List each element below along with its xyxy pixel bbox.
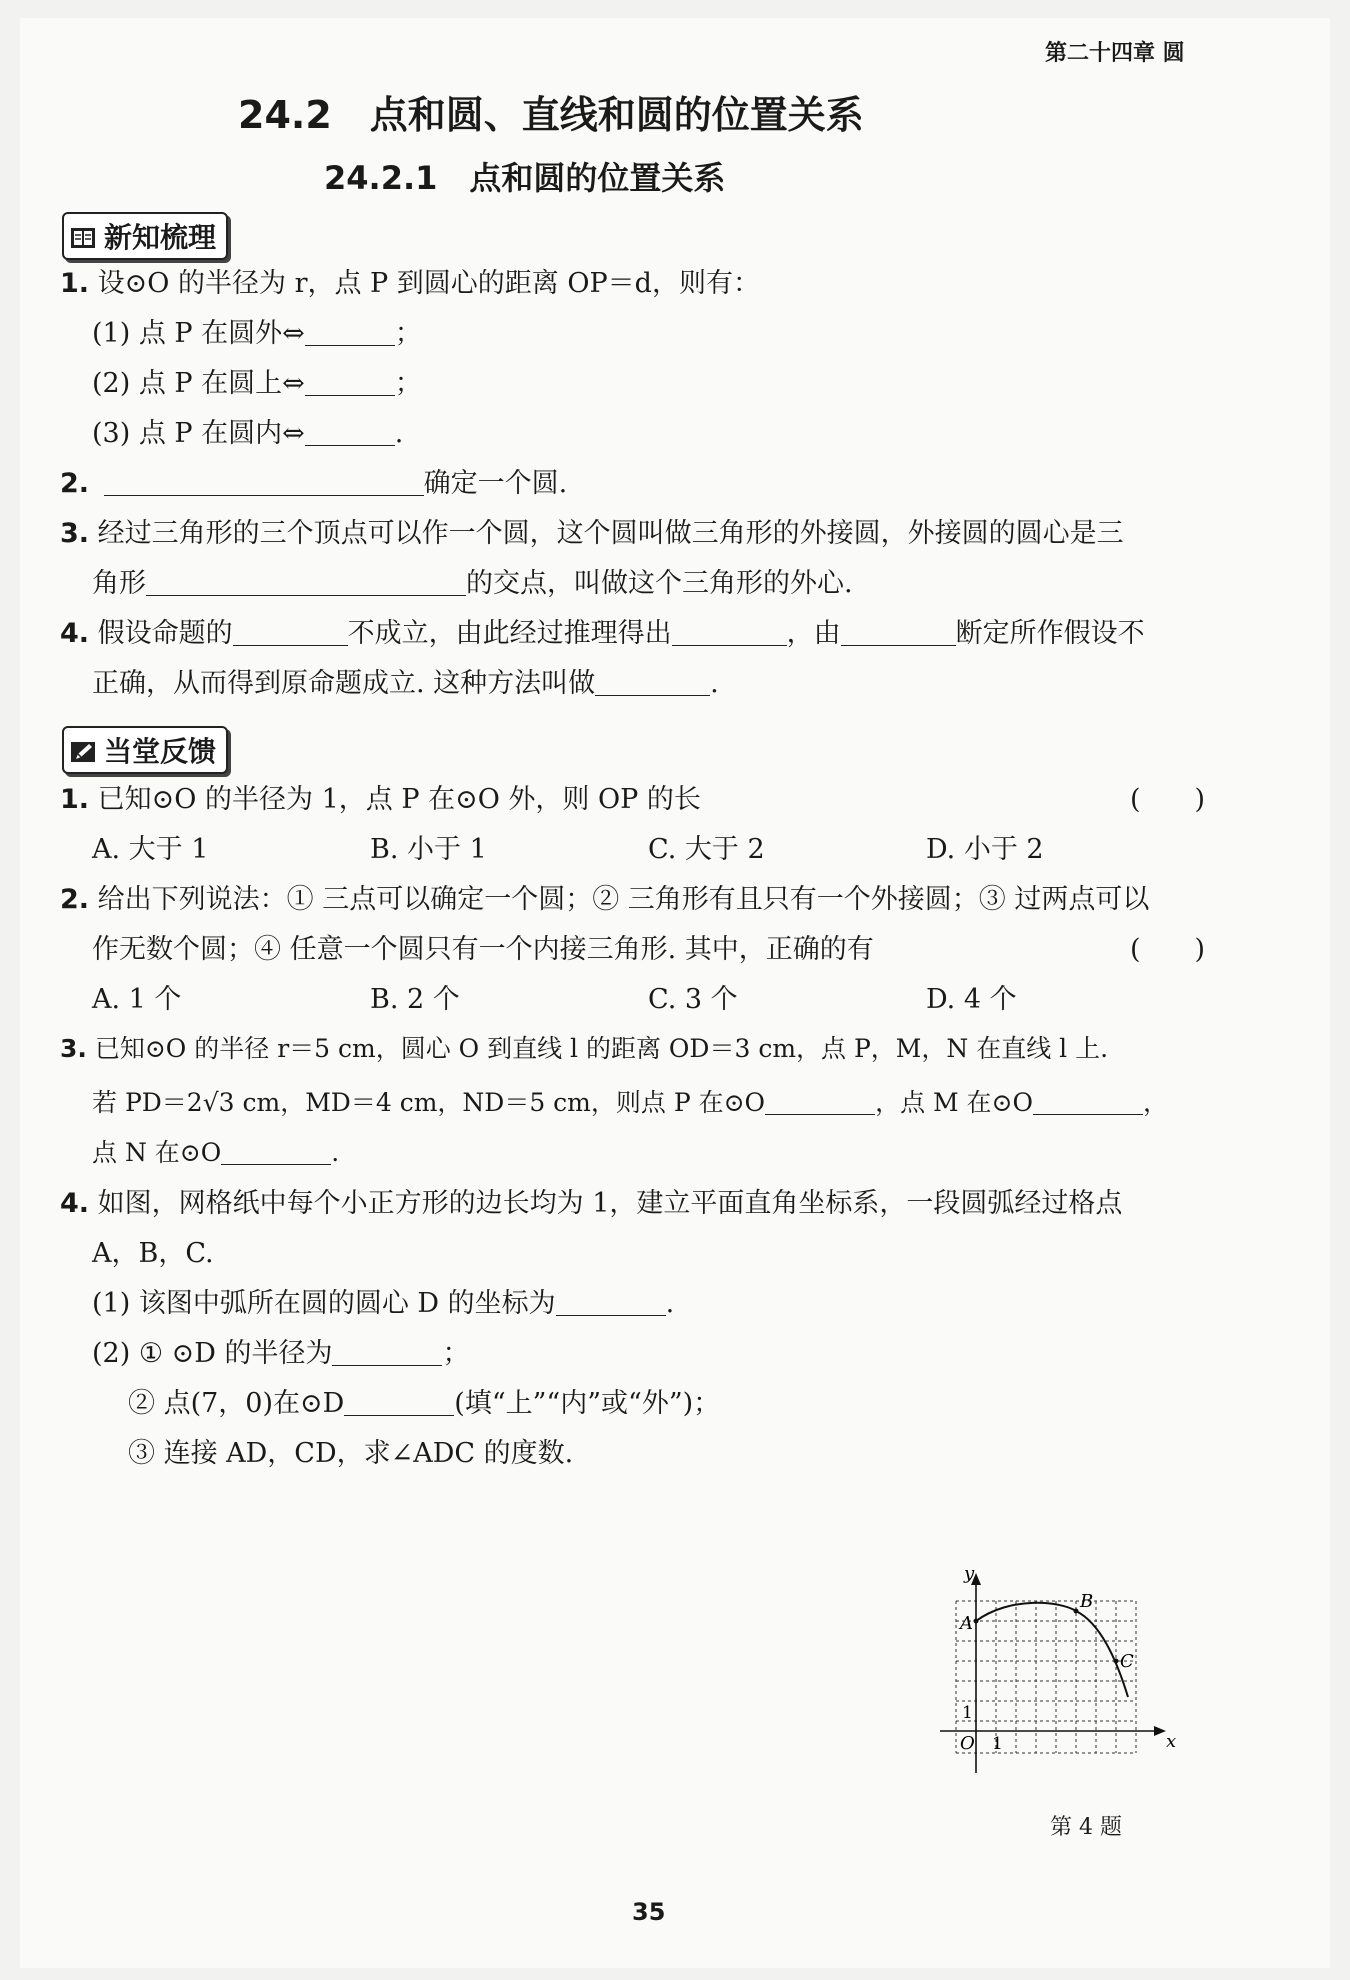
option-d[interactable]: D. 4 个 — [926, 984, 1017, 1015]
sub-question-text: (2) ① ⊙D 的半径为 — [92, 1338, 333, 1369]
question-text: 若 PD＝2√3 cm，MD＝4 cm，ND＝5 cm，则点 P 在⊙O — [92, 1088, 766, 1117]
answer-blank[interactable] — [765, 1114, 875, 1115]
option-b[interactable]: B. 2 个 — [370, 984, 460, 1015]
section-badge-new-knowledge — [62, 212, 228, 260]
punct: . — [665, 1288, 675, 1319]
s2-q4-sub3 — [128, 1390, 720, 1417]
coordinate-grid-figure — [940, 1563, 1260, 1803]
s2-q3-line3 — [92, 1140, 339, 1165]
question-number: 4. — [60, 618, 90, 649]
point-c — [1114, 1659, 1119, 1664]
answer-blank[interactable] — [595, 695, 710, 696]
sub-question-text: (2) 点 P 在圆上⇔ — [92, 368, 305, 399]
s1-q3-line1 — [60, 520, 1124, 547]
question-text: 已知⊙O 的半径 r＝5 cm，圆心 O 到直线 l 的距离 OD＝3 cm，点 P，M，N 在直线 l 上. — [94, 1034, 1109, 1063]
question-number: 2. — [60, 468, 90, 499]
x-label: x — [1166, 1731, 1177, 1752]
question-number: 3. — [60, 1034, 87, 1063]
label-a: A — [960, 1613, 973, 1634]
answer-blank[interactable] — [305, 445, 395, 446]
x-axis-arrow-icon — [1154, 1726, 1166, 1736]
label-c: C — [1120, 1651, 1134, 1672]
answer-blank[interactable] — [1033, 1114, 1143, 1115]
s2-q2-line2: 作无数个圆；④ 任意一个圆只有一个内接三角形. 其中，正确的有 — [92, 934, 874, 965]
book-icon — [70, 224, 96, 248]
option-c[interactable]: C. 3 个 — [648, 984, 738, 1015]
question-number: 2. — [60, 884, 90, 915]
s2-q4-sub2 — [92, 1340, 469, 1367]
answer-blank[interactable] — [233, 645, 348, 646]
question-text: 给出下列说法：① 三点可以确定一个圆；② 三角形有且只有一个外接圆；③ 过两点可以 — [97, 884, 1150, 915]
punct: ； — [394, 318, 422, 349]
question-text: 正确，从而得到原命题成立. 这种方法叫做 — [92, 668, 596, 699]
s1-q4-line2 — [92, 670, 719, 697]
s2-q1-stem — [60, 786, 701, 813]
y-label: y — [964, 1563, 975, 1584]
question-text: 已知⊙O 的半径为 1，点 P 在⊙O 外，则 OP 的长 — [97, 784, 701, 815]
sub-question-text: (1) 该图中弧所在圆的圆心 D 的坐标为 — [92, 1288, 556, 1319]
section-badge-label: 当堂反馈 — [104, 735, 217, 768]
subsection-title: 24.2.1 点和圆的位置关系 — [324, 159, 726, 197]
s2-q2-line1 — [60, 886, 1149, 913]
punct: ， — [1143, 1088, 1169, 1117]
origin-label: O — [960, 1733, 975, 1754]
question-number: 3. — [60, 518, 90, 549]
sub-question-text: (填“上”“内”或“外”)； — [454, 1388, 721, 1419]
answer-blank[interactable] — [332, 1365, 442, 1366]
question-text: 点 N 在⊙O — [92, 1138, 222, 1167]
grid-lines — [956, 1601, 1136, 1753]
answer-blank[interactable] — [672, 645, 787, 646]
s2-q3-line2 — [92, 1090, 1168, 1115]
punct: . — [394, 418, 404, 449]
question-text: 确定一个圆. — [423, 468, 568, 499]
question-text: 经过三角形的三个顶点可以作一个圆，这个圆叫做三角形的外接圆，外接圆的圆心是三 — [97, 518, 1124, 549]
page — [20, 18, 1330, 1968]
punct: . — [331, 1138, 340, 1167]
question-number: 1. — [60, 784, 90, 815]
option-d[interactable]: D. 小于 2 — [926, 834, 1044, 865]
section-badge-label: 新知梳理 — [104, 221, 217, 254]
question-text: 设⊙O 的半径为 r，点 P 到圆心的距离 OP＝d，则有： — [97, 268, 760, 299]
question-text: ，由 — [786, 618, 841, 649]
answer-blank[interactable] — [221, 1164, 331, 1165]
question-text: 不成立，由此经过推理得出 — [347, 618, 672, 649]
question-text: 假设命题的 — [97, 618, 233, 649]
punct: ； — [442, 1338, 470, 1369]
s2-q4-line2: A，B，C. — [92, 1238, 214, 1269]
answer-blank[interactable] — [841, 645, 956, 646]
answer-blank[interactable] — [344, 1415, 454, 1416]
section-title: 24.2 点和圆、直线和圆的位置关系 — [238, 93, 864, 137]
question-text: 如图，网格纸中每个小正方形的边长均为 1，建立平面直角坐标系，一段圆弧经过格点 — [97, 1188, 1123, 1219]
s2-q4-sub1 — [92, 1290, 674, 1317]
question-text: 的交点，叫做这个三角形的外心. — [466, 568, 853, 599]
circle-arc — [976, 1603, 1128, 1697]
option-a[interactable]: A. 大于 1 — [92, 834, 209, 865]
s2-q4-sub4: ③ 连接 AD，CD，求∠ADC 的度数. — [128, 1438, 574, 1469]
section-badge-classroom-feedback — [62, 726, 228, 774]
point-a — [974, 1619, 979, 1624]
sub-question-text: ② 点(7，0)在⊙D — [128, 1388, 345, 1419]
option-a[interactable]: A. 1 个 — [92, 984, 182, 1015]
s1-q4-line1 — [60, 620, 1145, 647]
question-text: 断定所作假设不 — [955, 618, 1145, 649]
s2-q3-line1 — [60, 1036, 1108, 1061]
point-b — [1074, 1609, 1079, 1614]
sub-question-text: (1) 点 P 在圆外⇔ — [92, 318, 305, 349]
pencil-icon — [70, 738, 96, 762]
question-number: 1. — [60, 268, 90, 299]
chapter-header: 第二十四章 圆 — [1045, 41, 1185, 66]
s1-q1-sub2 — [92, 370, 422, 397]
sub-question-text: (3) 点 P 在圆内⇔ — [92, 418, 305, 449]
answer-paren[interactable]: ( ) — [1130, 784, 1206, 815]
question-text: 角形 — [92, 568, 146, 599]
s1-q3-line2 — [92, 570, 853, 597]
question-text: ，点 M 在⊙O — [875, 1088, 1033, 1117]
option-c[interactable]: C. 大于 2 — [648, 834, 765, 865]
option-b[interactable]: B. 小于 1 — [370, 834, 487, 865]
x-unit-label: 1 — [992, 1734, 1003, 1754]
punct: ； — [394, 368, 422, 399]
y-unit-label: 1 — [962, 1703, 973, 1723]
s2-q4-line1 — [60, 1190, 1122, 1217]
label-b: B — [1080, 1591, 1094, 1612]
answer-blank[interactable] — [104, 495, 424, 496]
s1-q1-sub1 — [92, 320, 422, 347]
figure-caption: 第 4 题 — [1050, 1815, 1122, 1840]
answer-paren[interactable]: ( ) — [1130, 934, 1206, 965]
s1-q2 — [60, 470, 567, 497]
s1-q1-stem — [60, 270, 760, 297]
answer-blank[interactable] — [146, 595, 466, 596]
answer-blank[interactable] — [305, 395, 395, 396]
question-number: 4. — [60, 1188, 90, 1219]
punct: . — [710, 668, 719, 699]
page-number: 35 — [632, 1898, 666, 1926]
answer-blank[interactable] — [305, 345, 395, 346]
answer-blank[interactable] — [556, 1315, 666, 1316]
s1-q1-sub3 — [92, 420, 403, 447]
